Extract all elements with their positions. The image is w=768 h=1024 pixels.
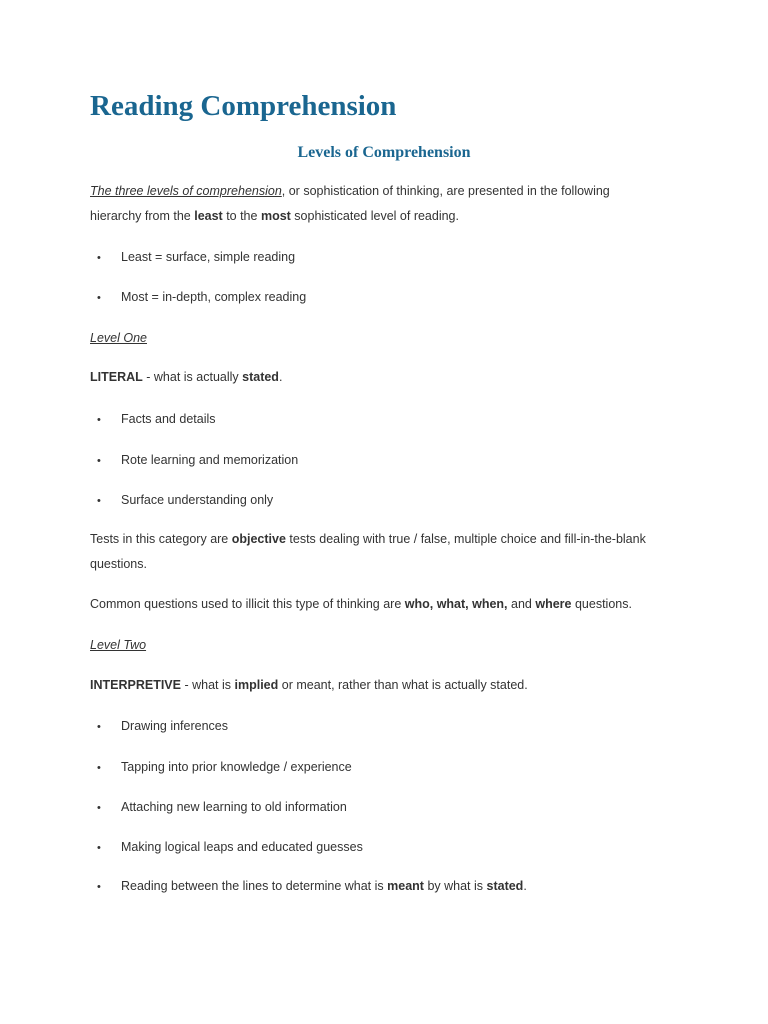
list-item-text: Drawing inferences <box>121 719 228 733</box>
tests-text-b: tests dealing with true / false, multiple choice and fill-in-the-blank <box>285 532 646 546</box>
definition-text: - what is actually <box>142 370 243 384</box>
common-text-a: Common questions used to illicit this type of thinking are <box>90 597 405 611</box>
bullet-icon: • <box>97 252 101 264</box>
page-subtitle: Levels of Comprehension <box>297 144 471 161</box>
bullet-icon: • <box>97 455 101 467</box>
common-questions-paragraph <box>90 592 632 617</box>
list-item <box>97 247 295 268</box>
bullet-icon: • <box>97 292 101 304</box>
list-item-text-b: by what is <box>423 879 487 893</box>
tests-text-c: questions. <box>90 557 147 571</box>
list-item <box>97 837 363 858</box>
intro-line2-text-a: hierarchy from the <box>90 209 195 223</box>
definition-bold: implied <box>234 678 279 692</box>
level-one-term: LITERAL <box>90 370 143 384</box>
level-one-definition <box>90 365 282 390</box>
list-item-text: Rote learning and memorization <box>121 453 299 467</box>
list-item <box>97 757 352 778</box>
list-item <box>97 490 273 511</box>
bullet-icon: • <box>97 881 101 893</box>
page-title: Reading Comprehension <box>90 90 397 122</box>
definition-text-a: - what is <box>181 678 235 692</box>
bullet-icon: • <box>97 802 101 814</box>
list-item <box>97 876 527 897</box>
bullet-icon: • <box>97 721 101 733</box>
definition-bold: stated <box>242 370 279 384</box>
intro-link[interactable]: The three levels of comprehension <box>90 184 282 198</box>
list-item-text: Surface understanding only <box>121 493 274 507</box>
bullet-icon: • <box>97 495 101 507</box>
intro-line2-text-b: to the <box>222 209 261 223</box>
common-bold-2: where <box>535 597 572 611</box>
intro-line1-text: , or sophistication of thinking, are presented in the following <box>281 184 610 198</box>
list-item <box>97 287 306 308</box>
common-bold-1: who, what, when, <box>404 597 508 611</box>
level-two-term: INTERPRETIVE <box>90 678 181 692</box>
list-item-text-c: . <box>523 879 527 893</box>
tests-paragraph <box>90 527 646 577</box>
list-item-text: Making logical leaps and educated guesses <box>121 840 363 854</box>
list-item-text: Tapping into prior knowledge / experience <box>121 760 352 774</box>
list-item-text: Least = surface, simple reading <box>121 250 296 264</box>
list-item-bold-2: stated <box>486 879 524 893</box>
intro-most: most <box>260 209 291 223</box>
list-item-text: Most = in-depth, complex reading <box>121 290 307 304</box>
intro-line2-text-c: sophisticated level of reading. <box>290 209 459 223</box>
common-text-b: and <box>507 597 536 611</box>
list-item <box>97 450 298 471</box>
tests-bold: objective <box>231 532 286 546</box>
common-text-c: questions. <box>571 597 632 611</box>
definition-end: . <box>278 370 283 384</box>
definition-text-b: or meant, rather than what is actually stated. <box>278 678 528 692</box>
list-item-text: Facts and details <box>121 412 216 426</box>
bullet-icon: • <box>97 842 101 854</box>
list-item <box>97 797 347 818</box>
tests-text-a: Tests in this category are <box>90 532 232 546</box>
level-two-heading: Level Two <box>90 638 147 652</box>
bullet-icon: • <box>97 414 101 426</box>
list-item-text: Attaching new learning to old information <box>121 800 347 814</box>
list-item <box>97 409 216 430</box>
list-item <box>97 716 228 737</box>
bullet-icon: • <box>97 762 101 774</box>
intro-paragraph <box>90 179 610 229</box>
level-one-heading: Level One <box>90 331 147 345</box>
intro-least: least <box>194 209 223 223</box>
level-two-definition <box>90 673 528 698</box>
list-item-text: Reading between the lines to determine what is <box>121 879 388 893</box>
list-item-bold-1: meant <box>387 879 424 893</box>
